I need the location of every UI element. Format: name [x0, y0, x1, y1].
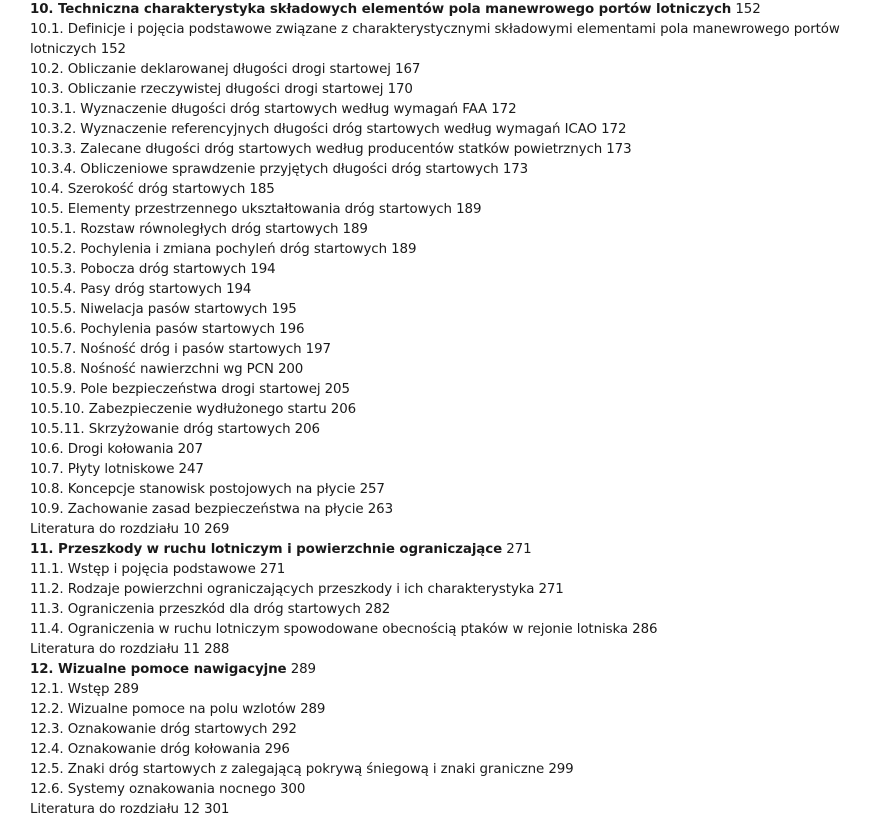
toc-entry-title: 12. Wizualne pomoce nawigacyjne — [30, 662, 287, 677]
toc-entry-page-number: 172 — [601, 122, 627, 137]
toc-entry-page-number: 299 — [548, 762, 574, 777]
toc-entry — [30, 780, 890, 800]
toc-entry-title: 10.3.1. Wyznaczenie długości dróg startowych według wymagań FAA — [30, 102, 488, 117]
toc-entry-title: 10.5.3. Pobocza dróg startowych — [30, 262, 247, 277]
toc-entry-page-number: 269 — [204, 522, 230, 537]
toc-entry-title: 12.1. Wstęp — [30, 682, 110, 697]
toc-entry-title: 10.2. Obliczanie deklarowanej długości drogi startowej — [30, 62, 391, 77]
toc-entry — [30, 400, 890, 420]
toc-entry-title: 10.7. Płyty lotniskowe — [30, 462, 175, 477]
toc-entry — [30, 360, 890, 380]
toc-entry-page-number: 286 — [632, 622, 658, 637]
toc-entry-title: 10.3.3. Zalecane długości dróg startowych według producentów statków powietrznych — [30, 142, 603, 157]
toc-entry-page-number: 189 — [391, 242, 417, 257]
toc-entry-title: 10.6. Drogi kołowania — [30, 442, 174, 457]
toc-entry-page-number: 289 — [113, 682, 139, 697]
toc-entry-title: 10.1. Definicje i pojęcia podstawowe związane z charakterystycznymi składowymi elementami pola manewrowego portów lotniczych — [30, 22, 840, 57]
toc-entry-title: 12.2. Wizualne pomoce na polu wzlotów — [30, 702, 296, 717]
toc-entry — [30, 20, 890, 60]
toc-entry-title: 10.3.4. Obliczeniowe sprawdzenie przyjętych długości dróg startowych — [30, 162, 499, 177]
toc-entry — [30, 300, 890, 320]
toc-entry — [30, 560, 890, 580]
toc-entry-page-number: 288 — [204, 642, 230, 657]
toc-entry — [30, 180, 890, 200]
toc-entry-title: 10.3.2. Wyznaczenie referencyjnych długości dróg startowych według wymagań ICAO — [30, 122, 597, 137]
table-of-contents — [30, 0, 890, 820]
toc-entry-title: 12.3. Oznakowanie dróg startowych — [30, 722, 268, 737]
toc-entry — [30, 320, 890, 340]
toc-entry — [30, 700, 890, 720]
toc-entry-page-number: 296 — [264, 742, 290, 757]
toc-entry — [30, 340, 890, 360]
toc-entry-title: 11. Przeszkody w ruchu lotniczym i powierzchnie ograniczające — [30, 542, 503, 557]
toc-entry-title: 10.5.5. Niwelacja pasów startowych — [30, 302, 268, 317]
toc-entry — [30, 420, 890, 440]
toc-entry-title: 10. Techniczna charakterystyka składowych elementów pola manewrowego portów lotniczych — [30, 2, 732, 17]
toc-entry-title: 10.5.10. Zabezpieczenie wydłużonego startu — [30, 402, 327, 417]
toc-entry — [30, 280, 890, 300]
toc-entry-page-number: 173 — [502, 162, 529, 177]
toc-entry — [30, 380, 890, 400]
toc-entry-page-number: 189 — [342, 222, 368, 237]
toc-entry — [30, 160, 890, 180]
toc-entry-title: 10.5.8. Nośność nawierzchni wg PCN — [30, 362, 274, 377]
toc-entry-page-number: 247 — [178, 462, 204, 477]
toc-entry — [30, 240, 890, 260]
toc-entry-page-number: 173 — [606, 142, 632, 157]
toc-entry-page-number: 167 — [395, 62, 421, 77]
toc-entry-title: Literatura do rozdziału 12 — [30, 802, 200, 817]
toc-entry-title: 10.5.1. Rozstaw równoległych dróg startowych — [30, 222, 339, 237]
toc-entry-title: 12.5. Znaki dróg startowych z zalegającą pokrywą śniegową i znaki graniczne — [30, 762, 545, 777]
toc-entry — [30, 600, 890, 620]
toc-entry-page-number: 301 — [204, 802, 230, 817]
toc-entry-page-number: 194 — [250, 262, 276, 277]
toc-entry-page-number: 292 — [271, 722, 297, 737]
toc-entry-title: 10.5.2. Pochylenia i zmiana pochyleń dróg startowych — [30, 242, 387, 257]
toc-entry-page-number: 271 — [259, 562, 286, 577]
toc-entry — [30, 260, 890, 280]
toc-entry — [30, 460, 890, 480]
toc-entry — [30, 640, 890, 660]
toc-entry-page-number: 271 — [506, 542, 532, 557]
toc-entry-title: 12.6. Systemy oznakowania nocnego — [30, 782, 276, 797]
toc-entry — [30, 500, 890, 520]
toc-entry-title: 10.3. Obliczanie rzeczywistej długości drogi startowej — [30, 82, 384, 97]
toc-entry — [30, 580, 890, 600]
toc-entry — [30, 520, 890, 540]
toc-entry-page-number: 289 — [300, 702, 326, 717]
toc-entry-title: 10.5.7. Nośność dróg i pasów startowych — [30, 342, 302, 357]
toc-entry — [30, 440, 890, 460]
toc-entry-page-number: 185 — [249, 182, 275, 197]
toc-entry-page-number: 205 — [324, 382, 350, 397]
toc-entry — [30, 680, 890, 700]
toc-entry — [30, 60, 890, 80]
toc-entry-page-number: 170 — [387, 82, 413, 97]
toc-entry-page-number: 263 — [367, 502, 394, 517]
toc-entry — [30, 620, 890, 640]
toc-entry-title: 10.5.6. Pochylenia pasów startowych — [30, 322, 275, 337]
toc-entry-page-number: 207 — [177, 442, 203, 457]
toc-entry-title: 12.4. Oznakowanie dróg kołowania — [30, 742, 261, 757]
toc-entry-title: 11.3. Ograniczenia przeszkód dla dróg startowych — [30, 602, 361, 617]
toc-entry-page-number: 206 — [330, 402, 357, 417]
toc-entry-page-number: 282 — [364, 602, 391, 617]
toc-entry-title: 10.4. Szerokość dróg startowych — [30, 182, 246, 197]
toc-entry-page-number: 152 — [100, 42, 126, 57]
toc-entry-title: 11.2. Rodzaje powierzchni ograniczających przeszkody i ich charakterystyka — [30, 582, 535, 597]
toc-entry-title: 11.1. Wstęp i pojęcia podstawowe — [30, 562, 256, 577]
toc-entry — [30, 220, 890, 240]
toc-entry-page-number: 206 — [294, 422, 320, 437]
toc-entry-page-number: 197 — [305, 342, 331, 357]
toc-entry — [30, 720, 890, 740]
toc-entry — [30, 480, 890, 500]
toc-entry-page-number: 152 — [735, 2, 761, 17]
toc-entry — [30, 740, 890, 760]
toc-entry-page-number: 172 — [491, 102, 517, 117]
toc-chapter-heading — [30, 660, 890, 680]
toc-entry-page-number: 300 — [280, 782, 306, 797]
toc-entry — [30, 120, 890, 140]
toc-entry-title: 10.9. Zachowanie zasad bezpieczeństwa na płycie — [30, 502, 364, 517]
toc-entry-title: 10.5. Elementy przestrzennego ukształtowania dróg startowych — [30, 202, 452, 217]
toc-entry-title: Literatura do rozdziału 11 — [30, 642, 200, 657]
toc-entry-title: 10.8. Koncepcje stanowisk postojowych na płycie — [30, 482, 356, 497]
toc-entry — [30, 140, 890, 160]
toc-entry-title: Literatura do rozdziału 10 — [30, 522, 200, 537]
toc-entry-page-number: 289 — [290, 662, 316, 677]
toc-entry-page-number: 194 — [226, 282, 252, 297]
toc-chapter-heading — [30, 0, 890, 20]
toc-entry-title: 10.5.11. Skrzyżowanie dróg startowych — [30, 422, 291, 437]
toc-entry — [30, 200, 890, 220]
toc-entry-page-number: 271 — [538, 582, 564, 597]
toc-entry — [30, 100, 890, 120]
toc-entry — [30, 760, 890, 780]
toc-entry-page-number: 196 — [279, 322, 305, 337]
toc-entry-title: 11.4. Ograniczenia w ruchu lotniczym spowodowane obecnością ptaków w rejonie lotniska — [30, 622, 628, 637]
toc-entry-page-number: 257 — [359, 482, 385, 497]
toc-entry — [30, 800, 890, 820]
toc-entry-title: 10.5.4. Pasy dróg startowych — [30, 282, 222, 297]
toc-entry-page-number: 189 — [456, 202, 482, 217]
toc-entry-page-number: 200 — [277, 362, 304, 377]
toc-chapter-heading — [30, 540, 890, 560]
toc-entry — [30, 80, 890, 100]
toc-entry-title: 10.5.9. Pole bezpieczeństwa drogi startowej — [30, 382, 321, 397]
toc-entry-page-number: 195 — [271, 302, 297, 317]
